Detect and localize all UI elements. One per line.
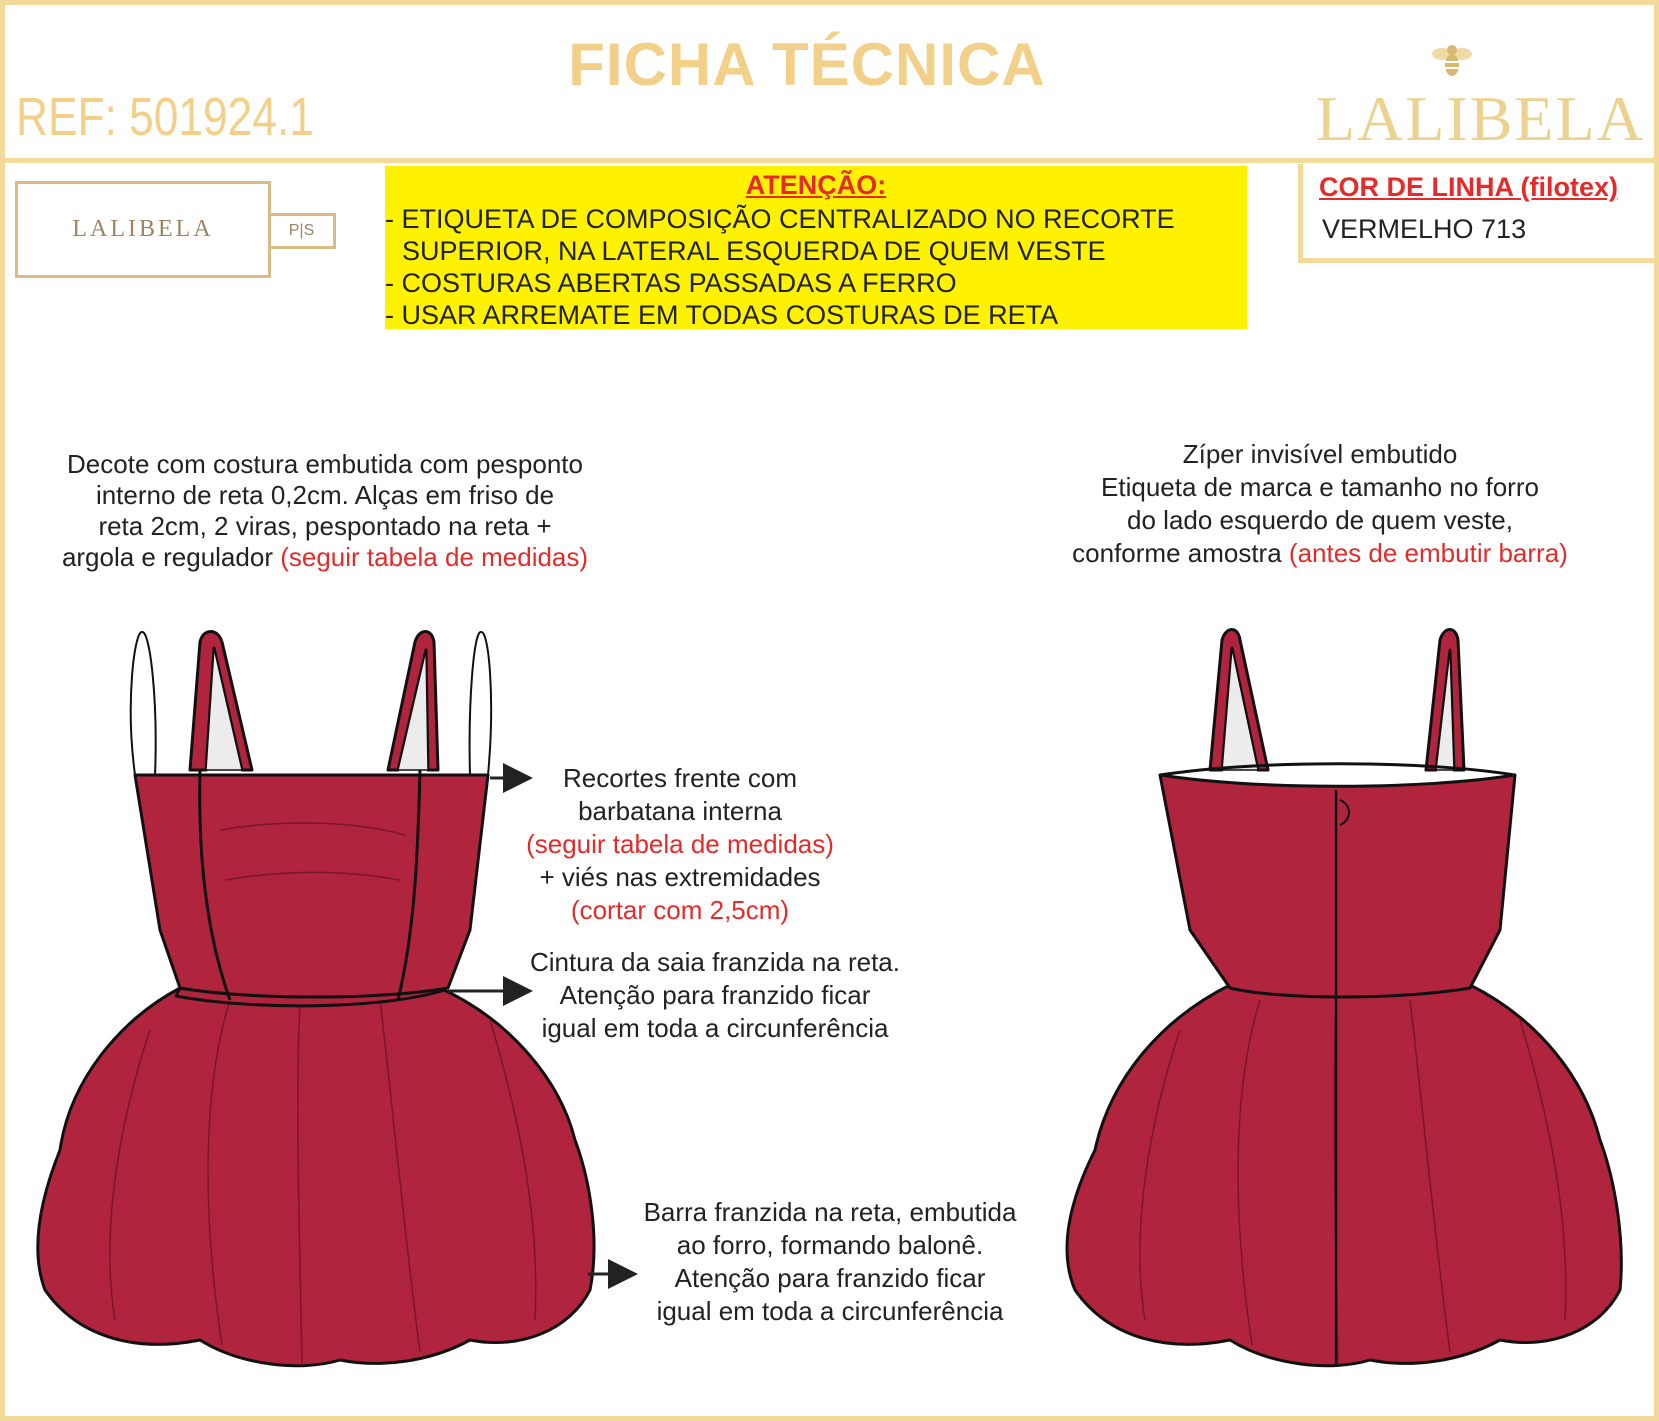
note-red-text: (antes de embutir barra) [1288,538,1568,568]
note-line: igual em toda a circunferência [541,1013,889,1043]
note-line: Decote com costura embutida com pesponto [67,449,583,479]
note-red-text: (seguir tabela de medidas) [280,542,589,572]
size-tag-text: P|S [288,222,315,239]
note-line: Barra franzida na reta, embutida [643,1197,1017,1227]
reference-code: REF: 501924.1 [16,87,314,147]
note-line: barbatana interna [578,796,782,826]
note-red-text: (seguir tabela de medidas) [526,829,834,859]
page-title: FICHA TÉCNICA [568,31,1046,98]
front-strap-loop-left [131,632,156,775]
front-strap-loop-right [470,632,491,775]
thread-color-value: VERMELHO 713 [1322,214,1527,244]
note-line: + viés nas extremidades [539,862,821,892]
front-bodice [135,775,488,997]
attention-title: ATENÇÃO: [745,170,887,200]
thread-color-title: COR DE LINHA (filotex) [1319,172,1618,202]
note-line: Atenção para franzido ficar [674,1263,986,1293]
note-line: argola e regulador [61,542,273,572]
back-bodice [1160,775,1515,997]
front-dress [38,632,594,1366]
note-line: do lado esquerdo de quem veste, [1127,505,1513,535]
attention-line: - ETIQUETA DE COMPOSIÇÃO CENTRALIZADO NO RECORTE [385,204,1175,234]
note-line: Etiqueta de marca e tamanho no forro [1101,472,1539,502]
front-skirt [38,988,594,1366]
back-dress [1067,630,1621,1366]
note-line: Cintura da saia franzida na reta. [530,947,900,977]
label-brand-text: LALIBELA [72,216,214,242]
note-line: reta 2cm, 2 viras, pespontado na reta + [98,511,552,541]
note-line: igual em toda a circunferência [656,1296,1004,1326]
note-red-text: (cortar com 2,5cm) [570,895,790,925]
back-skirt [1067,985,1621,1366]
attention-line: - USAR ARREMATE EM TODAS COSTURAS DE RETA [385,300,1059,330]
attention-line: - COSTURAS ABERTAS PASSADAS A FERRO [385,268,957,298]
note-line: Atenção para franzido ficar [559,980,871,1010]
note-line: interno de reta 0,2cm. Alças em friso de [95,480,555,510]
brand-logo: LALIBELA [1316,83,1645,154]
attention-line: SUPERIOR, NA LATERAL ESQUERDA DE QUEM VESTE [402,236,1106,266]
note-line: Recortes frente com [562,763,798,793]
note-line: conforme amostra [1072,538,1282,568]
note-line: Zíper invisível embutido [1182,439,1458,469]
note-line: ao forro, formando balonê. [676,1230,984,1260]
